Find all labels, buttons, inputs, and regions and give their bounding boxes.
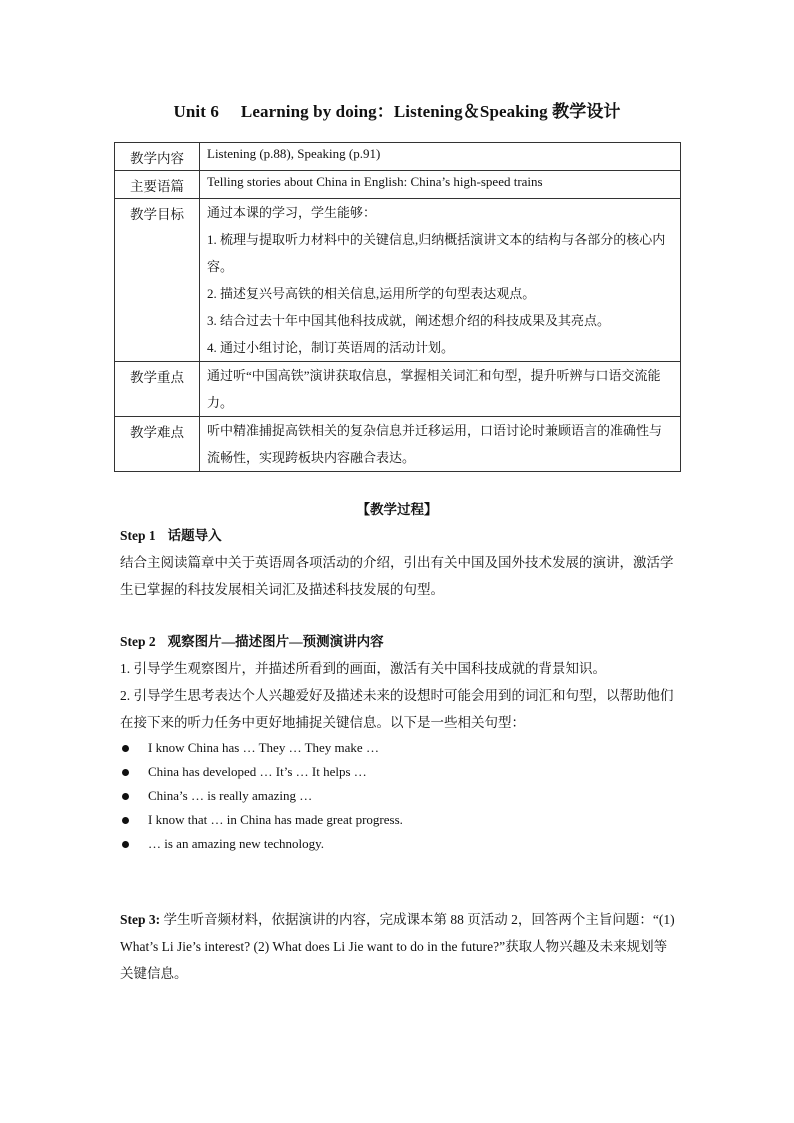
table-row [115,171,681,199]
row-label: 教学内容 [115,143,200,171]
title-text: Learning by doing：Listening＆Speaking 教学设计 [240,102,621,121]
list-item [120,784,680,808]
step1-number: Step 1 [120,528,156,543]
row-label: 教学重点 [115,362,200,417]
document-title [0,97,794,122]
table-row [115,417,681,472]
step2-heading [120,628,680,655]
bullet-icon [122,841,129,848]
list-item [120,832,680,856]
step2-item1: 1. 引导学生观察图片，并描述所看到的画面，激活有关中国科技成就的背景知识。 [120,661,606,676]
bullet-icon [122,793,129,800]
row-line: 2. 描述复兴号高铁的相关信息,运用所学的句型表达观点。 [207,286,536,301]
step1-title: 话题导入 [167,528,222,543]
step1-section [120,522,680,603]
title-unit: Unit 6 [173,102,219,121]
step2-title: 观察图片—描述图片—预测演讲内容 [167,634,384,649]
row-label: 主要语篇 [115,171,200,199]
step1-text: 结合主阅读篇章中关于英语周各项活动的介绍，引出有关中国及国外技术发展的演讲，激活学生已掌握的科技发展相关词汇及描述科技发展的句型。 [120,555,674,597]
table-row [115,199,681,362]
sentence-pattern-list [120,736,680,856]
list-item [120,736,680,760]
row-value [200,362,681,417]
list-item-text: I know that … in China has made great progress. [148,812,403,827]
list-item-text: China’s … is really amazing … [148,788,313,803]
row-label: 教学难点 [115,417,200,472]
row-line: 听中精准捕捉高铁相关的复杂信息并迁移运用，口语讨论时兼顾语言的准确性与流畅性，实现跨板块内容融合表达。 [207,423,663,465]
list-item [120,760,680,784]
step3-section [120,906,680,987]
row-value [200,199,681,362]
step2-number: Step 2 [120,634,156,649]
process-title: 【教学过程】 [356,502,438,517]
row-value [200,171,681,199]
list-item-text: I know China has … They … They make … [148,740,379,755]
row-label: 教学目标 [115,199,200,362]
step3-text: 学生听音频材料，依据演讲的内容，完成课本第 88 页活动 2，回答两个主旨问题：“(1) What’s Li Jie’s interest? (2) What does Li Jie want to do in the future?”获取人物兴趣及未来规划等关键信息。 [120,912,675,981]
bullet-icon [122,817,129,824]
list-item-text: China has developed … It’s … It helps … [148,764,367,779]
row-value [200,417,681,472]
bullet-icon [122,745,129,752]
row-value [200,143,681,171]
step3-number: Step 3: [120,912,161,927]
row-line: 1. 梳理与提取听力材料中的关键信息,归纳概括演讲文本的结构与各部分的核心内容。 [207,232,666,274]
lesson-info-table [114,142,681,472]
list-item [120,808,680,832]
step2-section [120,628,680,856]
table-row [115,143,681,171]
row-line: 通过听“中国高铁”演讲获取信息，掌握相关词汇和句型，提升听辨与口语交流能力。 [207,368,661,410]
list-item-text: … is an amazing new technology. [148,836,325,851]
row-line: 通过本课的学习，学生能够： [207,205,377,220]
step2-item2: 2. 引导学生思考表达个人兴趣爱好及描述未来的设想时可能会用到的词汇和句型，以帮助他们在接下来的听力任务中更好地捕捉关键信息。以下是一些相关句型： [120,688,674,730]
step1-heading [120,522,680,549]
table-row [115,362,681,417]
row-line: Telling stories about China in English: China’s high-speed trains [207,174,543,189]
step3-paragraph [120,906,680,987]
row-line: 3. 结合过去十年中国其他科技成就，阐述想介绍的科技成果及其亮点。 [207,313,611,328]
bullet-icon [122,769,129,776]
row-line: Listening (p.88), Speaking (p.91) [207,146,381,161]
row-line: 4. 通过小组讨论，制订英语周的活动计划。 [207,340,455,355]
